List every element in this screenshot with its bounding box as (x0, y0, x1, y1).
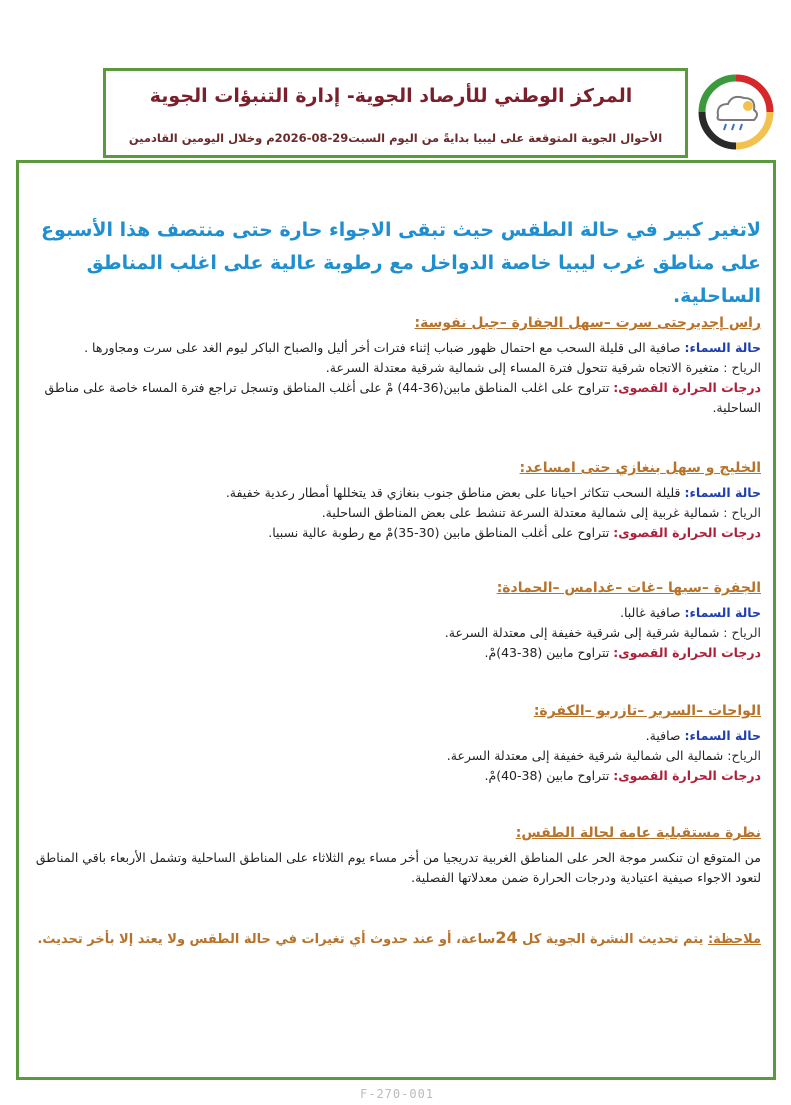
temp-line (31, 378, 761, 418)
wind-label: الرياح : (723, 360, 761, 375)
note-label: ملاحظة: (707, 932, 761, 947)
temp-text: تتراوح مابين (38-40)مْ. (484, 768, 614, 783)
temp-line (31, 523, 761, 543)
wind-line (31, 503, 761, 523)
wind-text: شمالية غربية إلى شمالية معتدلة السرعة تنشط على بعض المناطق الساحلية. (321, 505, 724, 520)
sky-text: صافية. (645, 728, 685, 743)
sky-text: صافية الى قليلة السحب مع احتمال ظهور ضباب إثناء فترات أخر أليل والصباح الباكر ليوم الغد على سرت ومجاورها . (84, 340, 685, 355)
update-note (31, 928, 761, 947)
wind-line (31, 746, 761, 766)
region-section-benghazi (31, 457, 761, 543)
lead-summary: لاتغير كبير في حالة الطقس حيث تبقى الاجواء حارة حتى منتصف هذا الأسبوع على مناطق غرب ليبيا خاصة الدواخل مع رطوبة عالية على اغلب المناطق الساحلية. (41, 219, 761, 307)
form-code: F-270-001 (360, 1087, 435, 1101)
sky-line (31, 483, 761, 503)
sky-line (31, 603, 761, 623)
wind-label: الرياح : (723, 625, 761, 640)
temp-label: درجات الحرارة القصوى: (613, 768, 761, 783)
sky-label: حالة السماء: (684, 728, 761, 743)
sky-line (31, 726, 761, 746)
sky-label: حالة السماء: (684, 340, 761, 355)
outlook-title: نظرة مستقبلية عامة لحالة الطقس: (515, 825, 761, 841)
region-section-oases (31, 700, 761, 786)
wind-text: شمالية الى شمالية شرقية خفيفة إلى معتدلة السرعة. (446, 748, 728, 763)
temp-label: درجات الحرارة القصوى: (613, 525, 761, 540)
region-section-west (31, 312, 761, 418)
note-text-after: ساعة، أو عند حدوث أي تغيرات في حالة الطقس ولا يعتد إلا بأخر تحديث. (37, 932, 496, 947)
wind-line (31, 358, 761, 378)
temp-label: درجات الحرارة القصوى: (613, 645, 761, 660)
temp-text: تتراوح على أغلب المناطق مابين (30-35)مْ مع رطوبة عالية نسبيا. (268, 525, 614, 540)
page-title: المركز الوطني للأرصاد الجوية- إدارة التنبؤات الجوية (149, 85, 633, 107)
temp-text: تتراوح مابين (38-43)مْ. (484, 645, 614, 660)
section-title: راس إجديرحتى سرت –سهل الجفارة –جبل نفوسة: (414, 315, 761, 331)
sky-line (31, 338, 761, 358)
wind-text: متغيرة الاتجاه شرقية تتحول فترة المساء إلى شمالية شرقية معتدلة السرعة. (325, 360, 724, 375)
section-title: الجفرة –سبها –غات –غدامس –الحمادة: (496, 580, 761, 596)
wind-text: شمالية شرقية إلى شرقية خفيفة إلى معتدلة السرعة. (444, 625, 724, 640)
outlook-text: من المتوقع ان تنكسر موجة الحر على المناطق الغربية تدريجيا من أخر مساء يوم الثلاثاء على المناطق الساحلية وتشمل الأربعاء باقي المناطق لتعود الاجواء صيفية اعتيادية ودرجات الحرارة ضمن معدلاتها الفصلية. (35, 850, 761, 885)
sky-text: صافية غالبا. (619, 605, 685, 620)
section-title: الواحات –السرير –تازربو –الكفرة: (533, 703, 761, 719)
sky-text: قليلة السحب تتكاثر احيانا على بعض مناطق جنوب بنغازي قد يتخللها أمطار رعدية خفيفة. (225, 485, 685, 500)
note-hours: 24 (495, 928, 518, 947)
temp-line (31, 766, 761, 786)
sky-label: حالة السماء: (684, 485, 761, 500)
meteorology-logo-icon (696, 72, 776, 152)
temp-text: تتراوح على اغلب المناطق مابين(36-44) مْ على أغلب المناطق وتسجل تراجع فترة المساء خاصة على مناطق الساحلية. (44, 380, 761, 415)
wind-label: الرياح: (727, 748, 761, 763)
wind-label: الرياح : (723, 505, 761, 520)
temp-label: درجات الحرارة القصوى: (613, 380, 761, 395)
page-subtitle: الأحوال الجوية المتوقعة على ليبيا بدايةً من اليوم السبت29-08-2026م وخلال اليومين القادمين (128, 131, 663, 145)
temp-line (31, 643, 761, 663)
section-title: الخليج و سهل بنغازي حتى امساعد: (519, 460, 761, 476)
region-section-south (31, 577, 761, 663)
wind-line (31, 623, 761, 643)
outlook-section (31, 822, 761, 888)
sky-label: حالة السماء: (684, 605, 761, 620)
note-text-before: يتم تحديث النشرة الجوية كل (517, 932, 708, 947)
